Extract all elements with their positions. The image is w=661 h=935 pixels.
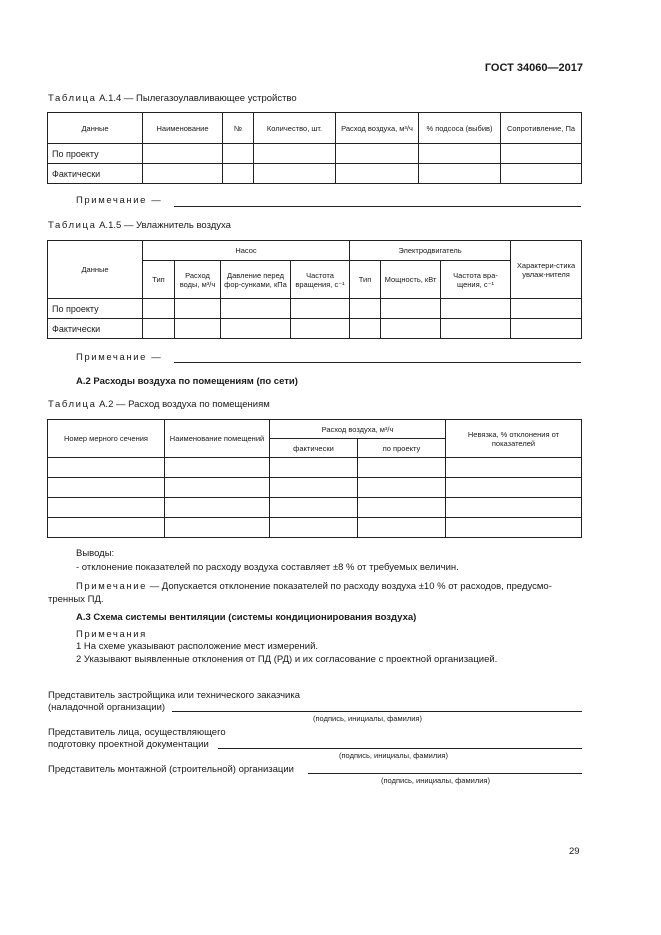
sig3-line1: Представитель монтажной (строительной) организации bbox=[48, 764, 294, 775]
table-caption-text: А.1.5 — Увлажнитель воздуха bbox=[99, 220, 231, 231]
group-header-flow: Расход воздуха, м³/ч bbox=[270, 420, 446, 439]
table-row bbox=[48, 319, 582, 339]
sig2-line1: Представитель лица, осуществляющего bbox=[48, 727, 226, 738]
table-a14 bbox=[47, 112, 582, 184]
row-label: По проекту bbox=[48, 299, 143, 319]
note-label: Примечание bbox=[76, 581, 147, 592]
table-row bbox=[48, 518, 582, 538]
section-a2-title: А.2 Расходы воздуха по помещениям (по сети) bbox=[76, 376, 298, 387]
table-a14-caption bbox=[48, 93, 297, 104]
notes-label: Примечания bbox=[76, 629, 147, 640]
sub-header: Давление перед фор-сунками, кПа bbox=[221, 261, 291, 299]
note-line bbox=[174, 362, 581, 363]
sig2-line2: подготовку проектной документации bbox=[48, 739, 209, 750]
row-label: Фактически bbox=[48, 164, 143, 184]
conclusions-label: Выводы: bbox=[76, 548, 115, 559]
table-row bbox=[48, 498, 582, 518]
note-3-continuation: тренных ПД. bbox=[48, 594, 104, 605]
notes-item-1: 1 На схеме указывают расположение мест измерений. bbox=[76, 641, 319, 652]
signature-line bbox=[172, 711, 582, 712]
sig1-line2: (наладочной организации) bbox=[48, 702, 166, 713]
sub-header: Расход воды, м³/ч bbox=[175, 261, 221, 299]
col-header: Данные bbox=[48, 113, 143, 144]
signature-caption: (подпись, инициалы, фамилия) bbox=[381, 776, 490, 785]
table-row bbox=[48, 478, 582, 498]
sig1-line1: Представитель застройщика или технического заказчика bbox=[48, 690, 300, 701]
table-caption-text: А.1.4 — Пылегазоулавливающее устройство bbox=[99, 93, 297, 104]
col-header: Наименование bbox=[143, 113, 223, 144]
note-text: — Допускается отклонение показателей по расходу воздуха ±10 % от расходов, предусмо- bbox=[147, 581, 552, 592]
signature-line bbox=[218, 748, 582, 749]
signature-line bbox=[308, 773, 582, 774]
sub-header: Частота вращения, с⁻¹ bbox=[291, 261, 350, 299]
table-row bbox=[48, 164, 582, 184]
table-row bbox=[48, 299, 582, 319]
col-header: Номер мерного сечения bbox=[48, 420, 165, 458]
signature-caption: (подпись, инициалы, фамилия) bbox=[313, 714, 422, 723]
conclusions-item: - отклонение показателей по расходу воздуха составляет ±8 % от требуемых величин. bbox=[76, 562, 459, 573]
col-header: % подсоса (выбив) bbox=[419, 113, 501, 144]
col-header: Наименование помещений bbox=[165, 420, 270, 458]
sub-header: Тип bbox=[350, 261, 381, 299]
note-1 bbox=[76, 195, 162, 206]
col-header: Невязка, % отклонения от показателей bbox=[446, 420, 582, 458]
note-2 bbox=[76, 352, 162, 363]
note-label: Примечание — bbox=[76, 195, 163, 206]
page-number: 29 bbox=[569, 846, 580, 857]
group-header-pump: Насос bbox=[143, 241, 350, 261]
table-a2-caption bbox=[48, 399, 270, 410]
col-header: Сопротивление, Па bbox=[501, 113, 582, 144]
sub-header: фактически bbox=[270, 439, 358, 458]
col-header: Количество, шт. bbox=[254, 113, 336, 144]
section-a3-title: А.3 Схема системы вентиляции (системы кондиционирования воздуха) bbox=[76, 612, 417, 623]
row-label: Фактически bbox=[48, 319, 143, 339]
sub-header: Тип bbox=[143, 261, 175, 299]
sub-header: Мощность, кВт bbox=[381, 261, 441, 299]
document-header: ГОСТ 34060—2017 bbox=[484, 62, 583, 74]
note-label: Примечание — bbox=[76, 352, 163, 363]
signature-caption: (подпись, инициалы, фамилия) bbox=[339, 751, 448, 760]
col-header: Данные bbox=[48, 241, 143, 299]
group-header-motor: Электродвигатель bbox=[350, 241, 511, 261]
table-a2 bbox=[47, 419, 582, 538]
table-a15-caption bbox=[48, 220, 231, 231]
sub-header: Частота вра-щения, с⁻¹ bbox=[441, 261, 511, 299]
col-header: № bbox=[223, 113, 254, 144]
table-caption-text: А.2 — Расход воздуха по помещениям bbox=[99, 399, 270, 410]
table-prefix: Таблица bbox=[48, 220, 97, 231]
table-prefix: Таблица bbox=[48, 93, 97, 104]
table-row bbox=[48, 144, 582, 164]
note-3 bbox=[76, 580, 586, 593]
sub-header: по проекту bbox=[358, 439, 446, 458]
table-prefix: Таблица bbox=[48, 399, 97, 410]
note-line bbox=[174, 206, 581, 207]
row-label: По проекту bbox=[48, 144, 143, 164]
notes-item-2: 2 Указывают выявленные отклонения от ПД (РД) и их согласование с проектной организацией. bbox=[76, 654, 498, 665]
table-a15 bbox=[47, 240, 582, 339]
table-row bbox=[48, 458, 582, 478]
col-header: Характери-стика увлаж-нителя bbox=[511, 241, 582, 299]
col-header: Расход воздуха, м³/ч bbox=[336, 113, 419, 144]
